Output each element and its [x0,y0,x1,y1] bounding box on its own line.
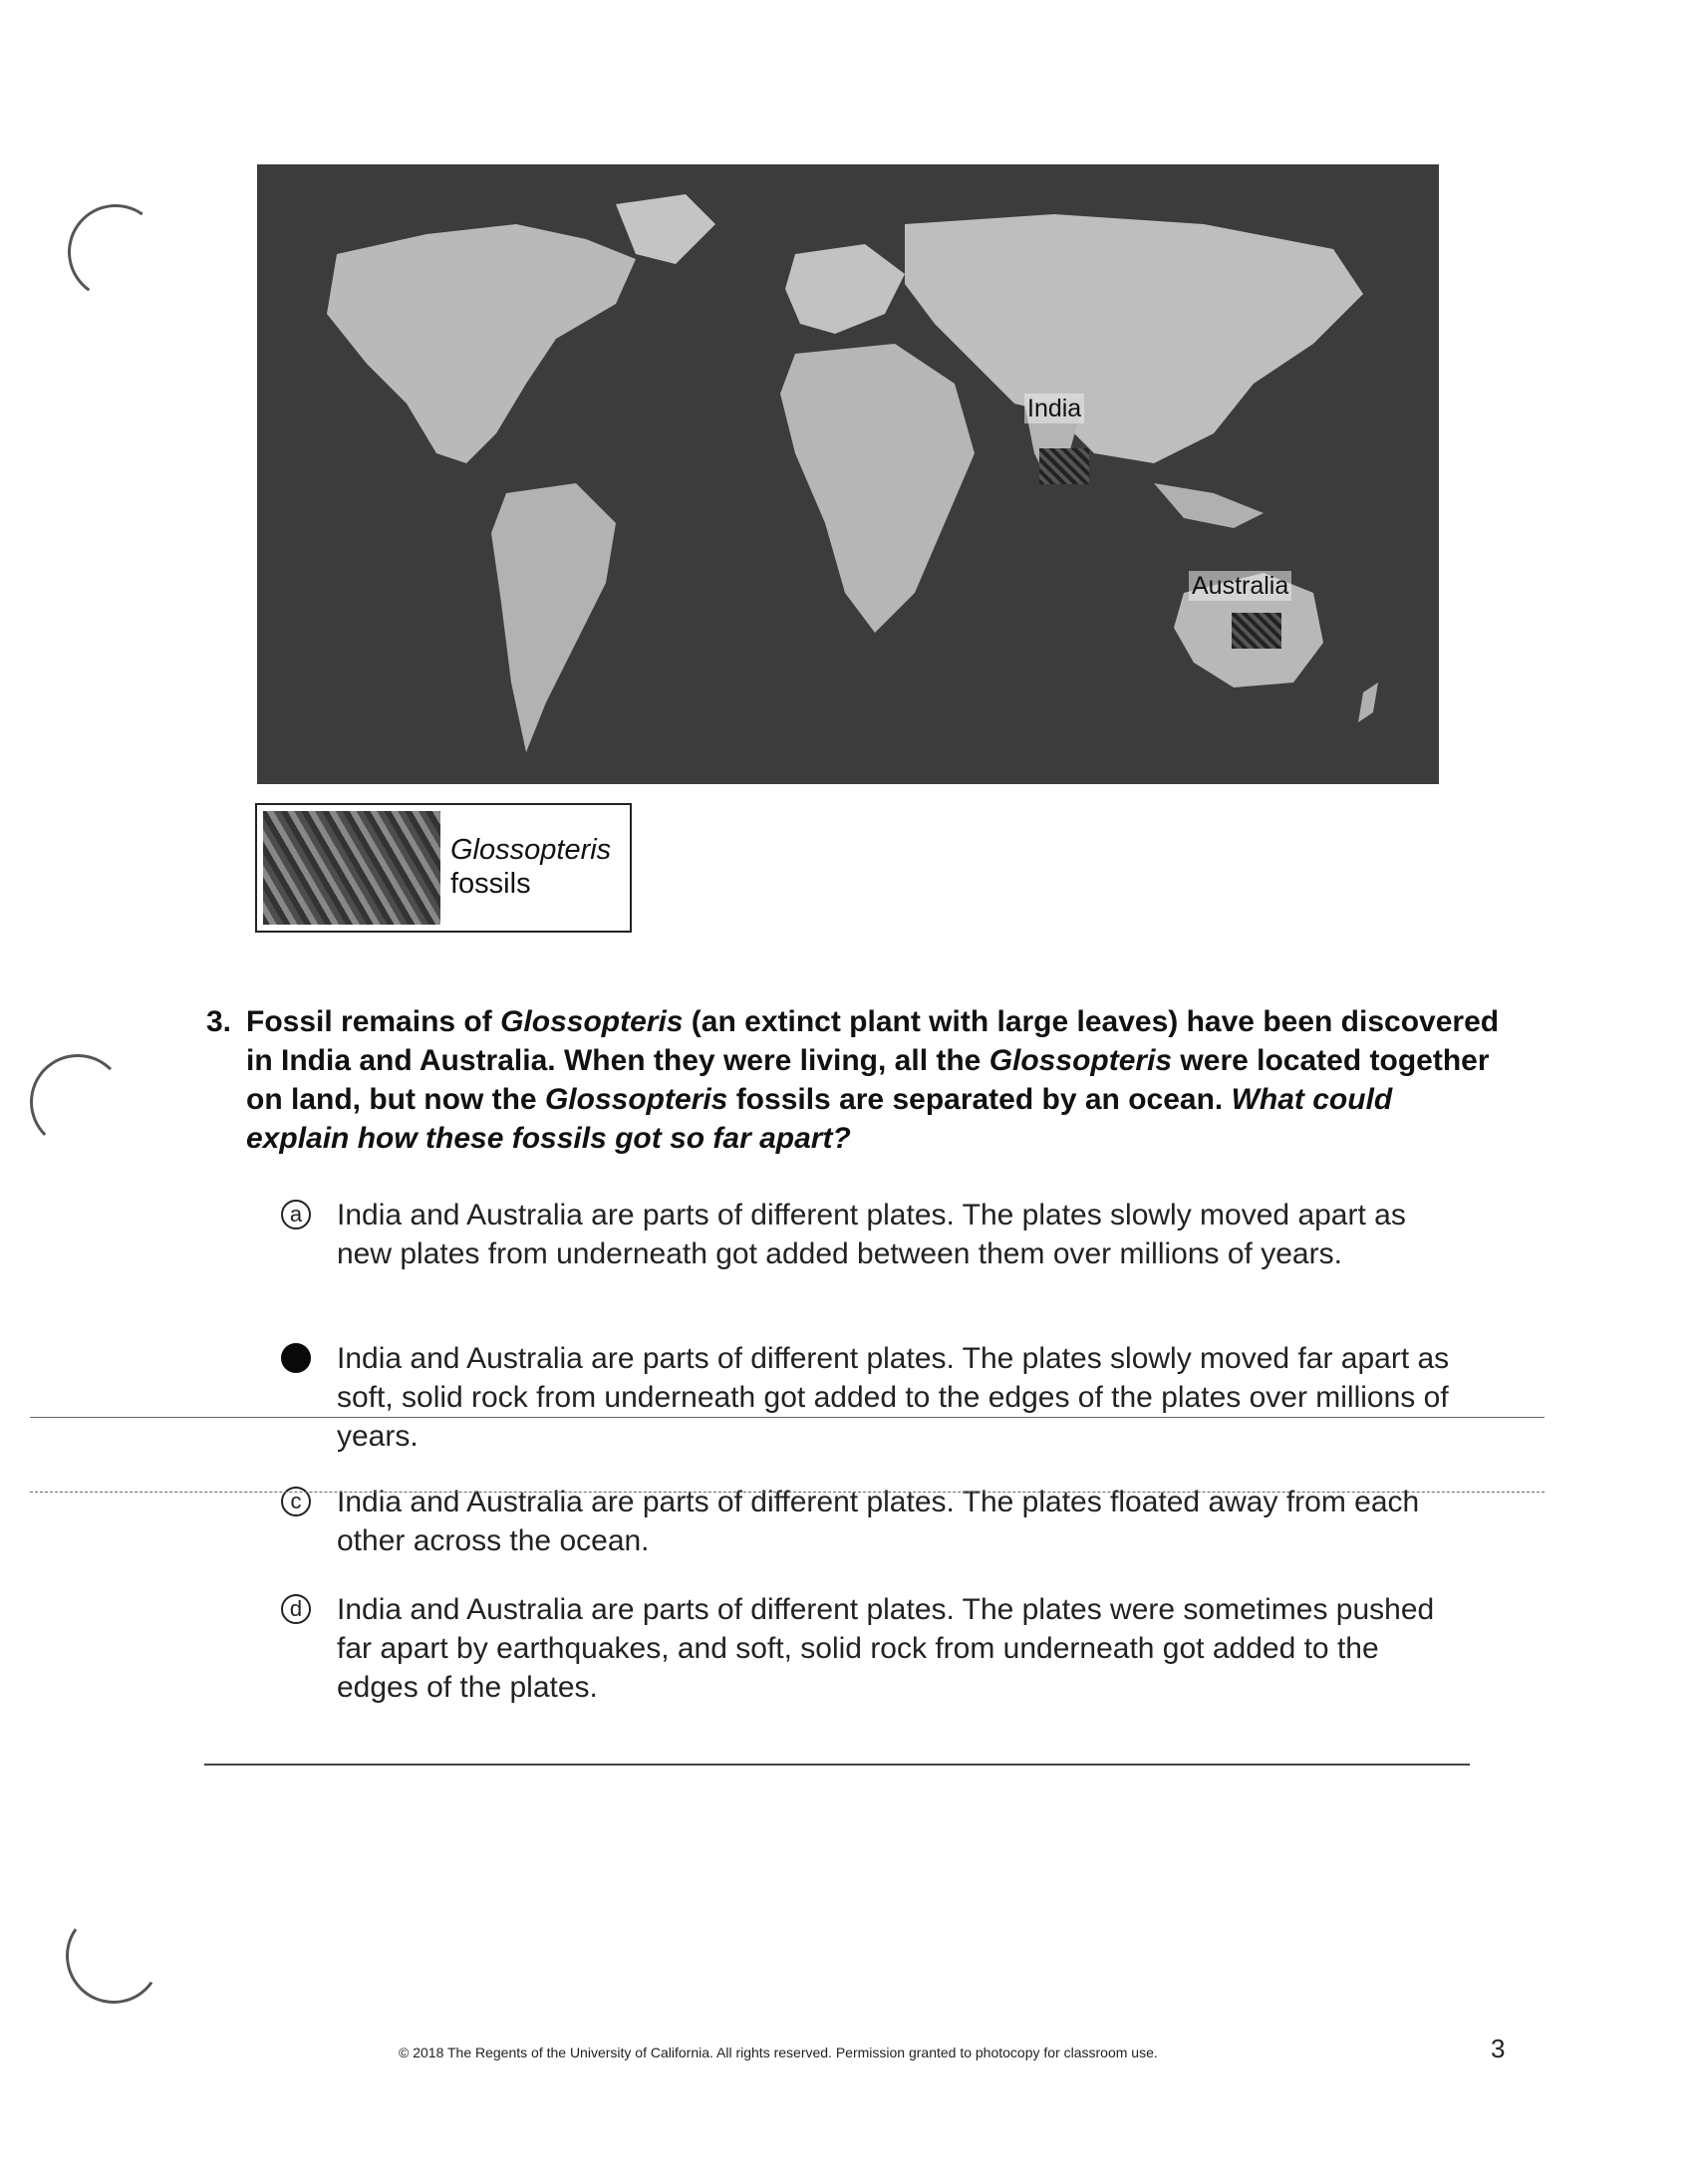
prompt-text: fossils are separated by an ocean. [727,1083,1232,1116]
option-text: India and Australia are parts of different plates. The plates floated away from each other across the ocean. [337,1486,1420,1557]
map-label-india: India [1024,394,1084,423]
legend-term-suffix: fossils [450,868,531,900]
question-number: 3. [206,1005,232,1038]
fossil-marker-icon [1039,448,1089,484]
prompt-term: Glossopteris [500,1005,684,1038]
divider-line [204,1764,1470,1766]
radio-circle-icon[interactable]: a [281,1200,311,1229]
page-number: 3 [1491,2034,1506,2063]
prompt-text: were located together on land, but now the [246,1044,1490,1116]
scan-line [30,1492,1545,1493]
prompt-text: Fossil remains of [246,1005,501,1038]
radio-circle-icon[interactable]: d [281,1594,311,1624]
prompt-text: (an extinct plant with large leaves) have been discovered in India and Australia. When they were living, all the [246,1005,1500,1077]
option-text: India and Australia are parts of different plates. The plates slowly moved apart as new plates from underneath got added between them over millions of years. [337,1199,1406,1270]
question-prompt [246,1002,1502,1158]
answer-option-a[interactable] [281,1196,1467,1273]
answer-option-b[interactable] [281,1339,1467,1456]
copyright-footer: © 2018 The Regents of the University of California. All rights reserved. Permission granted to photocopy for classroom use. [399,2045,1158,2060]
prompt-term: Glossopteris [544,1083,728,1116]
binder-hole-top [60,196,170,307]
fossil-swatch-icon [263,811,440,925]
prompt-term: Glossopteris [988,1044,1173,1077]
option-text: India and Australia are parts of different plates. The plates were sometimes pushed far apart by earthquakes, and soft, solid rock from underneath got added to the edges of the plates. [337,1593,1435,1704]
scan-line [30,1417,1545,1418]
prompt-question: What could explain how these fossils got so far apart? [246,1083,1393,1155]
binder-hole-bottom [58,1900,168,2011]
answer-option-c[interactable] [281,1483,1467,1560]
legend-label [450,833,611,901]
fossil-marker-icon [1232,613,1281,649]
radio-circle-filled-icon[interactable] [281,1343,311,1373]
map-label-australia: Australia [1189,571,1291,601]
legend-term: Glossopteris [450,834,612,866]
radio-circle-icon[interactable]: c [281,1487,311,1516]
binder-hole-middle [30,1054,126,1150]
answer-option-d[interactable] [281,1590,1467,1707]
question-3 [206,1002,1502,1158]
world-map-graphic [257,164,1439,784]
world-map [257,164,1439,784]
option-text: India and Australia are parts of different plates. The plates slowly moved far apart as soft, solid rock from underneath got added to the edges of the plates over millions of years. [337,1342,1450,1453]
map-legend [255,803,632,933]
